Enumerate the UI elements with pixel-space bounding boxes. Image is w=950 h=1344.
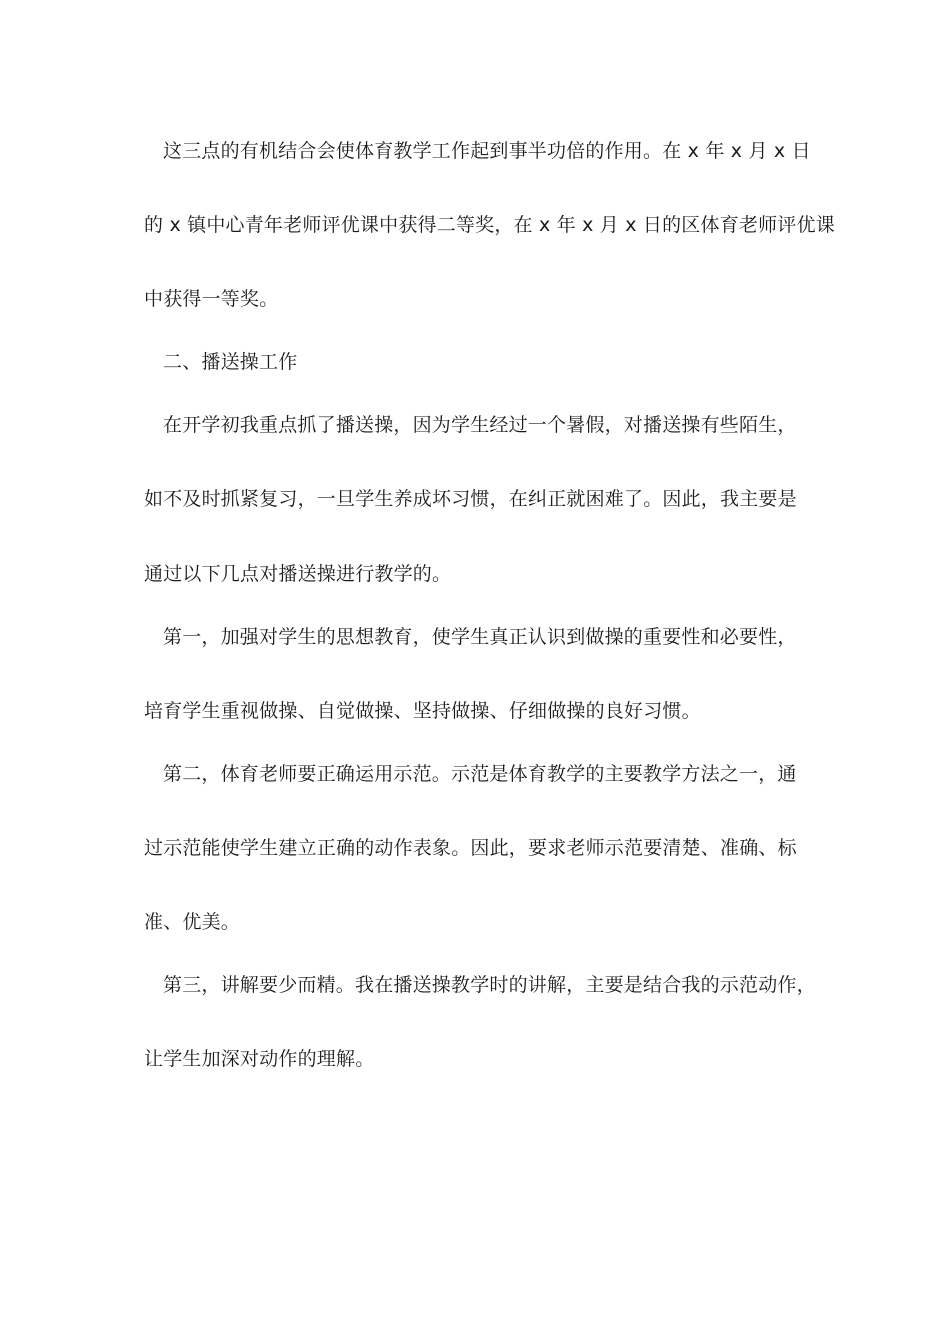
paragraph-line: 过示范能使学生建立正确的动作表象。因此，要求老师示范要清楚、准确、标 bbox=[144, 837, 797, 859]
paragraph-line: 准、优美。 bbox=[144, 911, 241, 933]
paragraph-line: 第三，讲解要少而精。我在播送操教学时的讲解，主要是结合我的示范动作， bbox=[163, 974, 816, 996]
paragraph-line: 第一，加强对学生的思想教育，使学生真正认识到做操的重要性和必要性， bbox=[163, 626, 797, 648]
paragraph-line: 通过以下几点对播送操进行教学的。 bbox=[144, 563, 452, 585]
paragraph-line: 中获得一等奖。 bbox=[144, 288, 279, 310]
paragraph-line: 让学生加深对动作的理解。 bbox=[144, 1048, 375, 1070]
paragraph-line: 在开学初我重点抓了播送操，因为学生经过一个暑假，对播送操有些陌生， bbox=[163, 414, 797, 436]
paragraph-line: 如不及时抓紧复习，一旦学生养成坏习惯，在纠正就困难了。因此，我主要是 bbox=[144, 488, 797, 510]
paragraph-line: 的 x 镇中心青年老师评优课中获得二等奖，在 x 年 x 月 x 日的区体育老师评优课 bbox=[144, 214, 835, 236]
paragraph-line: 这三点的有机结合会使体育教学工作起到事半功倍的作用。在 x 年 x 月 x 日 bbox=[163, 140, 811, 162]
paragraph-line: 培育学生重视做操、自觉做操、坚持做操、仔细做操的良好习惯。 bbox=[144, 700, 701, 722]
paragraph-line: 第二，体育老师要正确运用示范。示范是体育教学的主要教学方法之一，通 bbox=[163, 763, 797, 785]
section-heading: 二、播送操工作 bbox=[163, 351, 298, 373]
